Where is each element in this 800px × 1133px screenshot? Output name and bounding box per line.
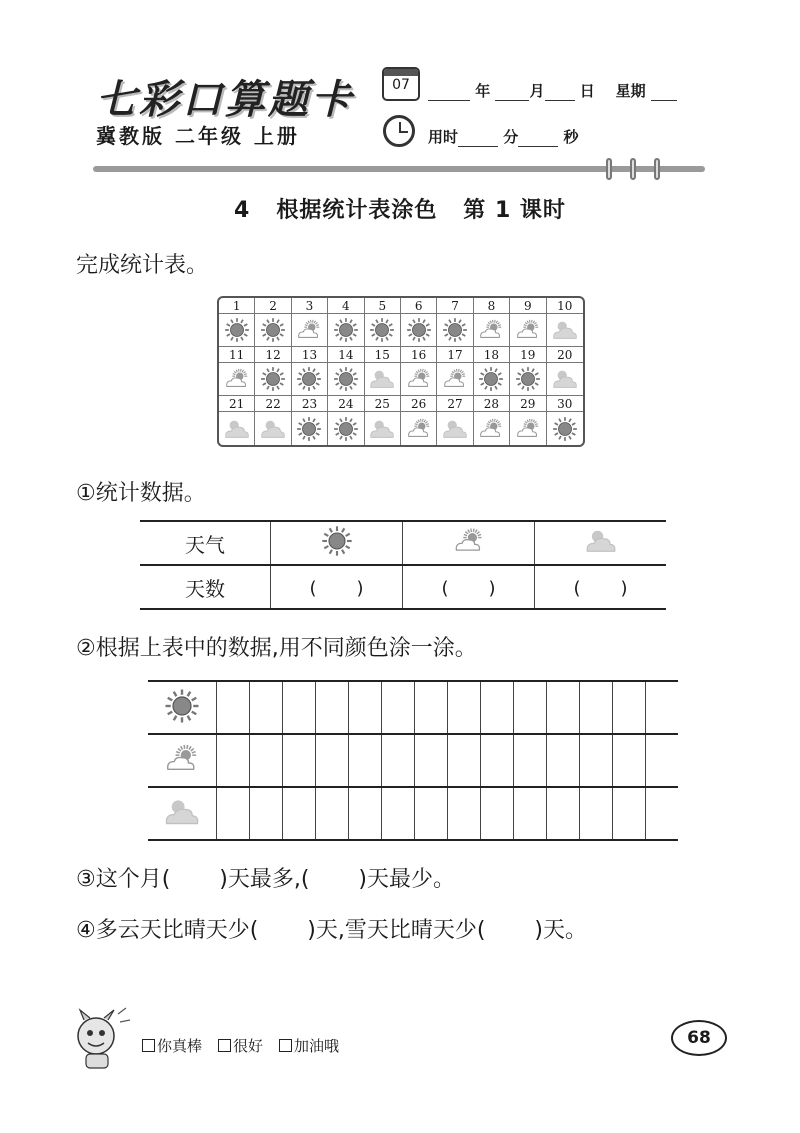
calendar-icon [382,67,420,101]
coloring-cell[interactable] [349,681,382,734]
calendar-day-number: 8 [474,298,510,314]
sunny-icon [328,363,364,396]
coloring-cell[interactable] [646,787,679,840]
coloring-cell[interactable] [613,734,646,787]
calendar-day-number: 30 [547,396,583,412]
partly-cloudy-icon [510,314,546,347]
calendar-date-row [219,347,583,363]
calendar-day-number: 11 [219,347,255,363]
coloring-row-sunny [148,681,678,734]
coloring-row-partly-cloudy [148,734,678,787]
sunny-icon [219,314,255,347]
coloring-cell[interactable] [580,787,613,840]
partly-cloudy-icon [219,363,255,396]
instruction: 完成统计表。 [76,253,209,278]
checkbox-icon[interactable] [279,1039,292,1052]
calendar-day-number: 16 [401,347,437,363]
calendar-day-number: 24 [328,396,364,412]
stats-cloudy-cell [535,521,667,565]
coloring-cell[interactable] [448,734,481,787]
weather-header: 天气 [140,521,271,565]
calendar-day-number: 14 [328,347,364,363]
cloudy-icon [547,363,583,396]
coloring-cell[interactable] [514,681,547,734]
coloring-cell[interactable] [217,681,250,734]
coloring-cell[interactable] [415,734,448,787]
coloring-cell[interactable] [250,681,283,734]
days-row [140,565,666,609]
coloring-cell[interactable] [580,734,613,787]
calendar-day-number: 28 [474,396,510,412]
calendar-day-number: 29 [510,396,546,412]
coloring-cell[interactable] [283,734,316,787]
partly-cloudy-icon [292,314,328,347]
year-blank[interactable] [428,86,470,101]
cloudy-icon [585,538,617,562]
partly-cloudy-icon [401,412,437,445]
time-fields [428,126,579,147]
date-fields [428,80,677,101]
calendar-day-number: 3 [292,298,328,314]
checkbox-icon[interactable] [142,1039,155,1052]
coloring-cell[interactable] [250,734,283,787]
calendar-day-number: 17 [437,347,473,363]
year-label: 年 [475,82,491,100]
minutes-blank[interactable] [458,132,498,147]
sunny-icon [365,314,401,347]
sunny-icon [255,314,291,347]
days-header: 天数 [140,565,271,609]
lesson-title: 4 根据统计表涂色 第 1 课时 [234,198,566,223]
coloring-cell[interactable] [415,787,448,840]
clock-icon [383,115,415,147]
weekday-blank[interactable] [651,86,677,101]
time-label: 用时 [428,128,459,146]
edition-label: 冀教版 二年级 上册 [96,124,300,148]
calendar-day-number: 7 [437,298,473,314]
sunny-icon [510,363,546,396]
partly-cloudy-icon [148,734,217,787]
calendar-date-row [219,298,583,314]
sunny-icon [321,538,353,562]
cloudy-icon [148,787,217,840]
coloring-cell[interactable] [316,734,349,787]
calendar-day-number: 1 [219,298,255,314]
minutes-label: 分 [503,128,519,146]
calendar-date-row [219,396,583,412]
cloudy-days-blank[interactable]: ( ) [573,578,628,599]
q3-label: ③这个月( )天最多,( )天最少。 [76,867,455,892]
calendar-day-number: 25 [365,396,401,412]
coloring-cell[interactable] [580,681,613,734]
partly-cloudy-days-blank[interactable]: ( ) [441,578,496,599]
partly-cloudy-icon [453,538,485,562]
sunny-icon [401,314,437,347]
calendar-day-number: 20 [547,347,583,363]
month-blank[interactable] [495,86,529,101]
q2-label: ②根据上表中的数据,用不同颜色涂一涂。 [76,636,477,661]
coloring-cell[interactable] [448,681,481,734]
rating-option-great[interactable]: 你真棒 [142,1035,202,1056]
stats-sunny-cell [271,521,403,565]
sunny-icon [292,412,328,445]
rating-option-good[interactable]: 很好 [218,1035,263,1056]
coloring-row-cloudy [148,787,678,840]
coloring-cell[interactable] [250,787,283,840]
calendar-day-number: 19 [510,347,546,363]
calendar-day: 07 [392,77,410,93]
self-rating [142,1035,339,1056]
sunny-icon [328,314,364,347]
weekday-label: 星期 [615,82,646,100]
coloring-cell[interactable] [613,681,646,734]
coloring-cell[interactable] [481,681,514,734]
weather-calendar [217,296,585,447]
coloring-cell[interactable] [646,734,679,787]
cloudy-icon [255,412,291,445]
coloring-cell[interactable] [415,681,448,734]
calendar-day-number: 23 [292,396,328,412]
coloring-cell[interactable] [448,787,481,840]
sunny-icon [328,412,364,445]
coloring-grid [148,680,678,841]
partly-cloudy-icon [474,412,510,445]
sunny-icon [437,314,473,347]
coloring-cell[interactable] [514,734,547,787]
calendar-day-number: 5 [365,298,401,314]
partly-cloudy-icon [401,363,437,396]
calendar-day-number: 22 [255,396,291,412]
cloudy-icon [219,412,255,445]
rating-option-keep-going[interactable]: 加油哦 [279,1035,339,1056]
sunny-icon [474,363,510,396]
day-blank[interactable] [545,86,575,101]
checkbox-icon[interactable] [218,1039,231,1052]
coloring-cell[interactable] [349,734,382,787]
seconds-blank[interactable] [518,132,558,147]
calendar-day-number: 18 [474,347,510,363]
coloring-cell[interactable] [316,787,349,840]
sunny-icon [148,681,217,734]
calendar-day-number: 4 [328,298,364,314]
coloring-cell[interactable] [481,787,514,840]
page-number: 68 [671,1020,727,1056]
coloring-cell[interactable] [481,734,514,787]
q4-label: ④多云天比晴天少( )天,雪天比晴天少( )天。 [76,918,587,943]
coloring-cell[interactable] [349,787,382,840]
calendar-day-number: 26 [401,396,437,412]
coloring-cell[interactable] [382,734,415,787]
calendar-weather-row [219,314,583,347]
partly-cloudy-icon [510,412,546,445]
seconds-label: 秒 [563,128,579,146]
stats-partly-cloudy-cell [403,521,535,565]
month-label: 月 [529,82,545,100]
coloring-cell[interactable] [382,787,415,840]
coloring-cell[interactable] [613,787,646,840]
cloudy-icon [365,363,401,396]
coloring-cell[interactable] [217,787,250,840]
coloring-cell[interactable] [514,787,547,840]
partly-cloudy-icon [474,314,510,347]
day-label: 日 [579,82,595,100]
q1-label: ①统计数据。 [76,481,206,506]
calendar-day-number: 6 [401,298,437,314]
sunny-icon [255,363,291,396]
calendar-day-number: 13 [292,347,328,363]
calendar-weather-row [219,412,583,445]
coloring-cell[interactable] [382,681,415,734]
mascot-icon [70,1006,132,1072]
coloring-cell[interactable] [283,787,316,840]
calendar-day-number: 9 [510,298,546,314]
coloring-cell[interactable] [283,681,316,734]
calendar-day-number: 10 [547,298,583,314]
brand-title: 七彩口算题卡 [96,77,354,123]
coloring-cell[interactable] [547,734,580,787]
coloring-cell[interactable] [646,681,679,734]
calendar-day-number: 27 [437,396,473,412]
coloring-cell[interactable] [547,787,580,840]
sunny-icon [547,412,583,445]
cloudy-icon [437,412,473,445]
calendar-day-number: 15 [365,347,401,363]
coloring-cell[interactable] [316,681,349,734]
header-divider [93,166,705,172]
cloudy-icon [365,412,401,445]
sunny-days-blank[interactable]: ( ) [309,578,364,599]
coloring-cell[interactable] [547,681,580,734]
calendar-day-number: 2 [255,298,291,314]
weather-row [140,521,666,565]
cloudy-icon [547,314,583,347]
calendar-day-number: 21 [219,396,255,412]
sunny-icon [292,363,328,396]
calendar-day-number: 12 [255,347,291,363]
stats-table [140,520,666,610]
calendar-weather-row [219,363,583,396]
partly-cloudy-icon [437,363,473,396]
coloring-cell[interactable] [217,734,250,787]
